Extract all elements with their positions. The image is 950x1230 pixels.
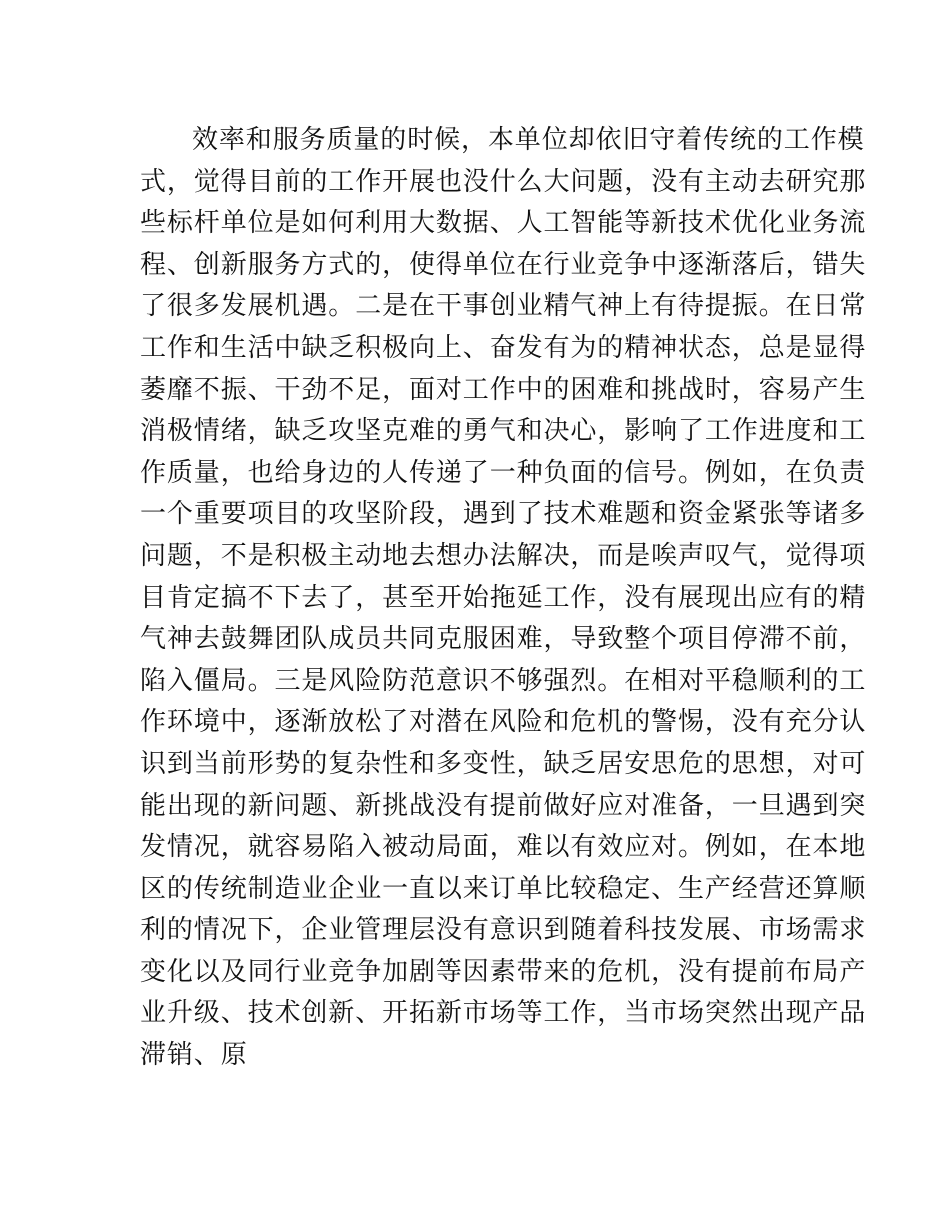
paragraph-line: 程、创新服务方式的，使得单位在行业竞争中逐渐落后，错失 (140, 249, 867, 280)
paragraph-line: 气神去鼓舞团队成员共同克服困难，导致整个项目停滞不前， (140, 624, 867, 655)
paragraph-line: 业升级、技术创新、开拓新市场等工作，当市场突然出现产品 (140, 998, 867, 1029)
paragraph-line: 区的传统制造业企业一直以来订单比较稳定、生产经营还算顺 (140, 873, 867, 904)
paragraph-line: 作环境中，逐渐放松了对潜在风险和危机的警惕，没有充分认 (140, 707, 867, 738)
paragraph-line: 作质量，也给身边的人传递了一种负面的信号。例如，在负责 (140, 457, 867, 488)
paragraph-line: 滞销、原 (140, 1040, 248, 1071)
paragraph-line: 变化以及同行业竞争加剧等因素带来的危机，没有提前布局产 (140, 956, 867, 987)
paragraph-line: 识到当前形势的复杂性和多变性，缺乏居安思危的思想，对可 (140, 748, 867, 779)
paragraph-line: 些标杆单位是如何利用大数据、人工智能等新技术优化业务流 (140, 208, 867, 239)
paragraph-line: 效率和服务质量的时候，本单位却依旧守着传统的工作模 (192, 125, 865, 155)
paragraph-line: 消极情绪，缺乏攻坚克难的勇气和决心，影响了工作进度和工 (140, 416, 867, 447)
paragraph-line: 萎靡不振、干劲不足，面对工作中的困难和挑战时，容易产生 (140, 374, 867, 405)
body-paragraph (140, 120, 867, 1077)
paragraph-line: 了很多发展机遇。二是在干事创业精气神上有待提振。在日常 (140, 291, 867, 322)
paragraph-line: 一个重要项目的攻坚阶段，遇到了技术难题和资金紧张等诸多 (140, 499, 867, 530)
paragraph-line: 能出现的新问题、新挑战没有提前做好应对准备，一旦遇到突 (140, 790, 867, 821)
paragraph-line: 陷入僵局。三是风险防范意识不够强烈。在相对平稳顺利的工 (140, 665, 867, 696)
paragraph-line: 目肯定搞不下去了，甚至开始拖延工作，没有展现出应有的精 (140, 582, 867, 613)
paragraph-line: 工作和生活中缺乏积极向上、奋发有为的精神状态，总是显得 (140, 332, 867, 363)
paragraph-line: 式，觉得目前的工作开展也没什么大问题，没有主动去研究那 (140, 166, 867, 197)
paragraph-line: 利的情况下，企业管理层没有意识到随着科技发展、市场需求 (140, 915, 867, 946)
paragraph-line: 问题，不是积极主动地去想办法解决，而是唉声叹气，觉得项 (140, 540, 867, 571)
paragraph-line: 发情况，就容易陷入被动局面，难以有效应对。例如，在本地 (140, 832, 867, 863)
